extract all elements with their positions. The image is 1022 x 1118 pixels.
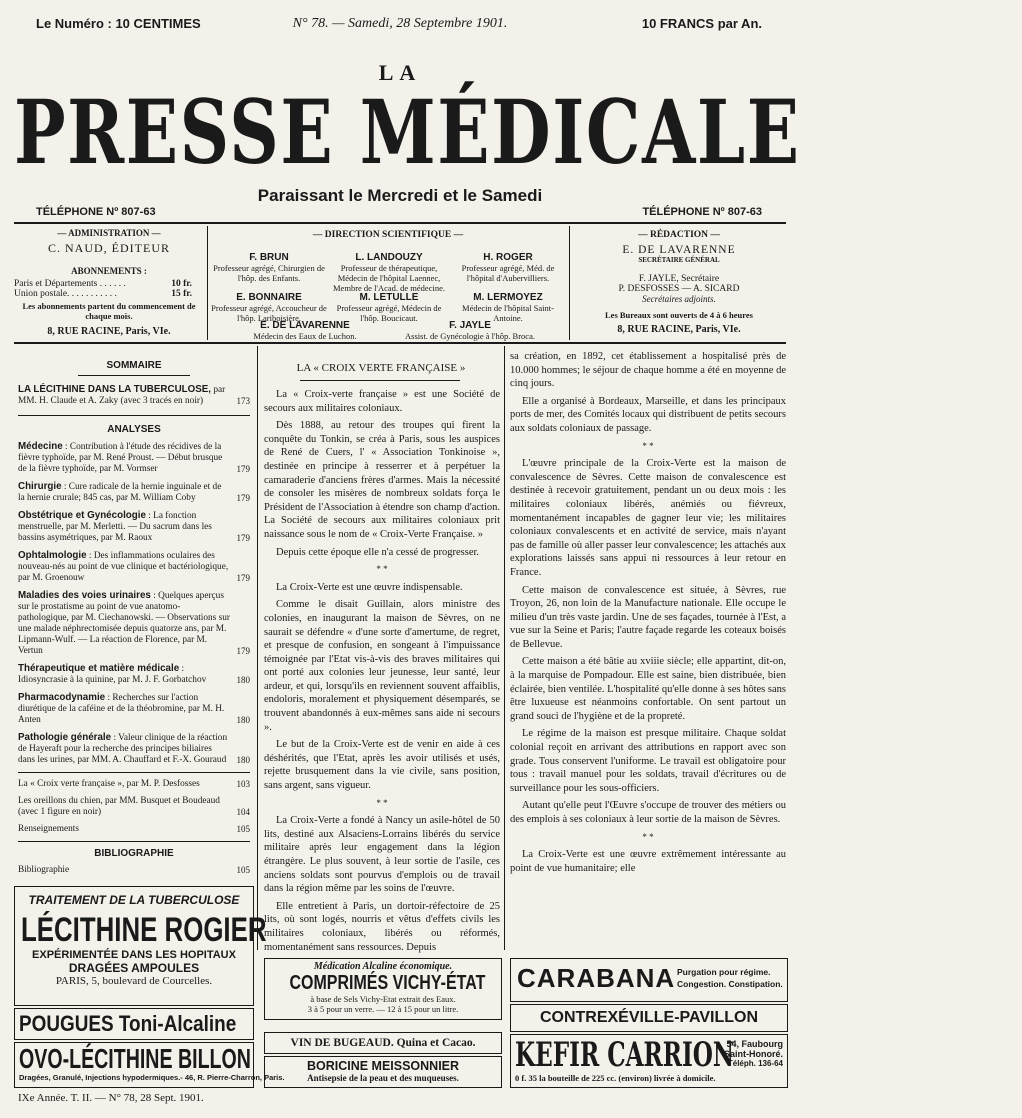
redaction-block (572, 230, 786, 335)
ad-rogier-line2: DRAGÉES AMPOULES (68, 961, 200, 975)
toc-item[interactable]: Thérapeutique et matière médicale : Idiosyncrasie à la quinine, par M. J. F. Gorbatchov 180 (18, 663, 250, 685)
direction-heading: — DIRECTION SCIENTIFIQUE — (312, 230, 464, 240)
ad-kefir-sub: 0 f. 35 la bouteille de 225 cc. (environ) livrée à domicile. (515, 1073, 716, 1083)
article-column-2: sa création, en 1892, cet établissement a hospitalisé près de 10.000 hommes; le séjour de chaque homme a été en moyenne de cinq jours. Elle a organisé à Bordeaux, Marseille, et dans les principaux ports de mer, des Comités locaux qui distribuent de petits secours aux soldats coloniaux de passage. * * L'œuvre principale de la Croix-Verte est la maison de convalescence de Sèvres. Cette maison de convalescence est destinée à recevoir gratuitement, pendant un ou deux mois : les militaires coloniaux libérés, anémiés ou fiévreux, momentanément incapables de gagner leur vie; les militaires coloniaux convalescents et en activité de service, mais n'ayant pas de famille où aller passer leur convalescence; les attachés aux explorations laissés sans appui ni ressources à leur retour en France. Cette maison de convalescence est située, à Sèvres, rue Troyon, 26, non loin de la Manufacture nationale. Elle occupe le milieu d'un très vaste jardin. Une de ses façades, tournée à l'Est, a vue sur la Seine et Paris; l'autre façade regarde les coteaux boisés de Bellevue. Cette maison a été bâtie au xviiie siècle; elle appartint, dit-on, à la marquise de Pompadour. Elle est saine, bien distribuée, bien éclairée, bien ventilée. L'hospitalité qu'elle donne à ses hôtes sans être luxueuse est néanmoins confortable. On sent partout un grand souci de l'hygiène et de la propreté. Le régime de la maison est presque militaire. Chaque soldat colonial reçoit en arrivant des attributions en rapport avec son grade. Tous conservent l'uniforme. Le travail est obligatoire pour tous : travail manuel pour les soldats, travail d'écritures ou de surveillance pour les sous-officiers. Autant qu'elle peut l'Œuvre s'occupe de trouver des métiers ou des emplois à ses coloniaux à leur sortie de la maison de Sèvres. * * La Croix-Verte est une œuvre extrêmement intéressante au point de vue humanitaire; elle (510, 351, 786, 874)
masthead-title: PRESSE MÉDICALE (14, 80, 801, 184)
subs-union-price: 15 fr. (171, 289, 192, 299)
article-title: LA « CROIX VERTE FRANÇAISE » (296, 362, 466, 374)
director-name: E. DE LAVARENNE (260, 320, 350, 331)
ad-ovo-lecithine (14, 1042, 285, 1088)
subs-heading: ABONNEMENTS : (71, 266, 147, 276)
masthead-subtitle: Paraissant le Mercredi et le Samedi (257, 186, 543, 205)
phone-left: TÉLÉPHONE Nº 807-63 (36, 206, 156, 218)
toc-item[interactable]: Chirurgie : Cure radicale de la hernie inguinale et de la hernie crurale; 845 cas, par M. William Coby 179 (18, 481, 250, 503)
ad-carabana (510, 958, 788, 1002)
ad-billon-sub: Dragées, Granulé, Injections hypodermiques.- 46, R. Pierre-Charron, Paris. (19, 1073, 285, 1082)
director-name: F. JAYLE (449, 320, 491, 331)
ad-pougues-text: POUGUES Toni-Alcaline (19, 1011, 237, 1036)
toc-item[interactable]: Pathologie générale : Valeur clinique de la réaction de Hayeraft pour la recherche des principes biliaires dans les urines, par MM. A. Chauffard et F.-X. Gouraud 180 (18, 732, 250, 765)
admin-address: 8, RUE RACINE, Paris, VIe. (47, 326, 171, 337)
ad-bugeaud (264, 1032, 502, 1054)
ad-carabana-l2: Congestion. Constipation. (677, 979, 783, 989)
ad-kefir-name: KEFIR CARRION (515, 1035, 735, 1075)
subs-paris: Paris et Départements . . . . . . (14, 279, 126, 289)
director-role: Professeur agrégé, Chirurgien de l'hôp. des Enfants. (213, 263, 325, 283)
masthead (14, 80, 801, 184)
subs-union: Union postale. . . . . . . . . . . (14, 289, 117, 299)
biblio-heading: BIBLIOGRAPHIE (94, 848, 174, 859)
redaction-assistants: P. DESFOSSES — A. SICARD (618, 284, 740, 294)
toc-item[interactable]: Médecine : Contribution à l'étude des récidives de la fièvre typhoïde, par M. René Proust. — Début brusque de la fièvre typhoïde, par M. Vormser 179 (18, 441, 250, 474)
director-name: F. BRUN (249, 252, 289, 263)
masthead-article: LA (378, 60, 422, 85)
ad-rogier-line1: EXPÉRIMENTÉE DANS LES HOPITAUX (32, 949, 236, 961)
toc-item[interactable]: Les oreillons du chien, par MM. Busquet et Boudeaud (avec 1 figure en noir) 104 (18, 796, 250, 817)
redaction-assistants-role: Secrétaires adjoints. (642, 294, 716, 304)
director-name: L. LANDOUZY (355, 252, 423, 263)
director-role: Médecin de l'hôpital Saint-Antoine. (462, 303, 554, 323)
administration-block (14, 228, 204, 337)
toc-item[interactable]: Pharmacodynamie : Recherches sur l'action diurétique de la caféine et de la théobromine, par M. H. Anten 180 (18, 692, 250, 725)
ad-rogier-heading: TRAITEMENT DE LA TUBERCULOSE (28, 893, 240, 907)
ad-contrex-name: CONTREXÉVILLE-PAVILLON (539, 1009, 759, 1026)
analyses-heading: ANALYSES (107, 424, 161, 435)
ad-rogier-name: LÉCITHINE ROGIER (21, 911, 267, 949)
director-name: M. LERMOYEZ (473, 292, 543, 303)
director-role: Professeur agrégé, Médecin de l'hôp. Boucicaut. (336, 303, 442, 323)
toc-item[interactable]: Renseignements 105 (18, 824, 250, 834)
sommaire (18, 360, 250, 882)
redaction-chief-role: SECRÉTAIRE GÉNÉRAL (638, 256, 720, 264)
subscription-price: 10 FRANCS par An. (641, 16, 762, 31)
ad-vichy-pre: Médication Alcaline économique. (313, 961, 453, 972)
toc-item[interactable]: Bibliographie 105 (18, 865, 250, 875)
admin-editor: C. NAUD, ÉDITEUR (48, 241, 170, 255)
toc-page: 173 (236, 396, 250, 406)
phone-right: TÉLÉPHONE Nº 807-63 (642, 206, 762, 218)
issue-price: Le Numéro : 10 CENTIMES (36, 16, 201, 31)
ad-rogier-address: PARIS, 5, boulevard de Courcelles. (55, 975, 213, 987)
director-role: Assist. de Gynécologie à l'hôp. Broca. (405, 331, 535, 341)
ad-kefir-carrion (510, 1034, 788, 1088)
redaction-address: 8, RUE RACINE, Paris, VIe. (617, 324, 741, 335)
ad-boricine-name: BORICINE MEISSONNIER (306, 1059, 460, 1073)
page-footer: IXe Année. T. II. — N° 78, 28 Sept. 1901. (18, 1092, 204, 1104)
toc-item[interactable]: Ophtalmologie : Des inflammations oculaires des nouveau-nés au point de vue clinique et bactériologique, par M. Groenouw 179 (18, 550, 250, 583)
ad-vichy (264, 958, 502, 1020)
ad-pougues (14, 1008, 254, 1040)
ad-vichy-name: COMPRIMÉS VICHY-ÉTAT (289, 972, 486, 994)
redaction-chief: E. DE LAVARENNE (622, 244, 736, 256)
director-name: H. ROGER (483, 252, 533, 263)
redaction-hours: Les Bureaux sont ouverts de 4 à 6 heures (605, 310, 753, 320)
issue-number-date: N° 78. — Samedi, 28 Septembre 1901. (292, 16, 508, 31)
ad-boricine (264, 1056, 502, 1088)
ad-vichy-l2: 3 à 5 pour un verre. — 12 à 15 pour un litre. (307, 1004, 459, 1014)
admin-heading: — ADMINISTRATION — (57, 228, 161, 238)
ad-billon-name: OVO-LÉCITHINE BILLON (19, 1043, 251, 1074)
sommaire-heading: SOMMAIRE (106, 360, 162, 371)
director-role: Professeur de thérapeutique, Médecin de l'hôpital Laennec, Membre de l'Acad. de médecine. (333, 263, 445, 293)
director-role: Professeur agrégé, Accoucheur de l'hôp. Lariboisière. (211, 303, 327, 323)
ad-carabana-name: CARABANA (517, 963, 676, 993)
ad-lecithine-rogier (14, 886, 267, 1006)
ad-boricine-sub: Antisepsie de la peau et des muqueuses. (307, 1073, 459, 1083)
director-name: M. LETULLE (359, 292, 419, 303)
ad-bugeaud-text: VIN DE BUGEAUD. Quina et Cacao. (290, 1037, 476, 1049)
director-name: E. BONNAIRE (236, 292, 302, 303)
director-role: Médecin des Eaux de Luchon. (253, 331, 357, 341)
ad-kefir-addr1: 54, Faubourg (726, 1039, 783, 1049)
ad-carabana-l1: Purgation pour régime. (677, 967, 771, 977)
ad-contrexeville (510, 1004, 788, 1032)
direction-block (210, 230, 566, 341)
toc-item[interactable]: Maladies des voies urinaires : Quelques aperçus sur le prostatisme au point de vue anatomo-pathologique, par M. Ciechanowski. — Observations sur une malade néphrectomisée depuis quatorze ans, par M. Lipmann-Wulf. — La réaction de Florence, par M. Vertun 179 (18, 590, 250, 656)
article-column-1: La « Croix-verte française » est une Société de secours aux militaires coloniaux. Dès 1888, au retour des troupes qui firent la conquête du Tonkin, se créa à Paris, sous les auspices de René de Cuers, l' « Association Tonkinoise », destinée en principe à resserrer et à perpétuer la camaraderie d'anciens frères d'armes. Mais la nécessité de consoler les misères de nombreux soldats força le Président de l'Association à étendre son champ d'action. La Société de secours aux militaires coloniaux prit naissance sous le nom de « Croix-Verte Française. » Depuis cette époque elle n'a cessé de progresser. * * La Croix-Verte est une œuvre indispensable. Comme le disait Guillain, alors ministre des colonies, en inaugurant la maison de Sèvres, on ne saurait se défendre « d'une sorte d'amertume, de regret, et presque de confusion, en songeant à l'impuissance témoignée par l'Etat vis-à-vis des braves militaires qui ont porté aux colonies leur jeunesse, leur santé, leur ardeur, et qui, lorsqu'ils en reviennent souvent affaiblis, endoloris, moralement et physiquement désemparés, se trouvent abandonnés à eux-mêmes sans aide ni secours ». Le but de la Croix-Verte est de venir en aide à ces déshérités, que l'Etat, après les avoir utilisés et usés, rejette brusquement dans la vie civile, sans position, sans argent, sans vigueur. * * La Croix-Verte a fondé à Nancy un asile-hôtel de 50 lits, destiné aux Alsaciens-Lorrains libérés du service militaire après leur engagement dans la légion étrangère. Le plus souvent, à leur sortie de l'asile, ces anciens soldats sont pourvus d'emplois ou de travail dans la région même par les soins de l'œuvre. Elle entretient à Paris, un dortoir-réfectoire de 25 lits, où sont logés, nourris et vêtus d'effets civils les militaires coloniaux, libérés ou réformés, momentanément sans ressources. Depuis (264, 389, 500, 953)
subs-paris-price: 10 fr. (171, 279, 192, 289)
ad-kefir-addr2: Saint-Honoré. (723, 1049, 783, 1059)
subs-note: Les abonnements partent du commencement de chaque mois. (22, 301, 196, 321)
toc-item[interactable]: Obstétrique et Gynécologie : La fonction menstruelle, par M. Merletti. — Du sacrum dans les bassins asymétriques, par M. Raoux 179 (18, 510, 250, 543)
ad-vichy-l1: à base de Sels Vichy-Etat extrait des Eaux. (310, 994, 456, 1004)
redaction-secretary: F. JAYLE, Secrétaire (638, 274, 720, 284)
toc-item[interactable]: La « Croix verte française », par M. P. Desfosses 103 (18, 779, 250, 789)
redaction-heading: — RÉDACTION — (638, 230, 720, 240)
ad-kefir-tel: Téléph. 136-64 (727, 1059, 783, 1068)
toc-item[interactable]: LA LÉCITHINE DANS LA TUBERCULOSE, par MM. H. Claude et A. Zaky (avec 3 tracés en noir) 173 (18, 384, 250, 406)
director-role: Professeur agrégé, Méd. de l'hôpital d'Aubervilliers. (461, 263, 555, 283)
